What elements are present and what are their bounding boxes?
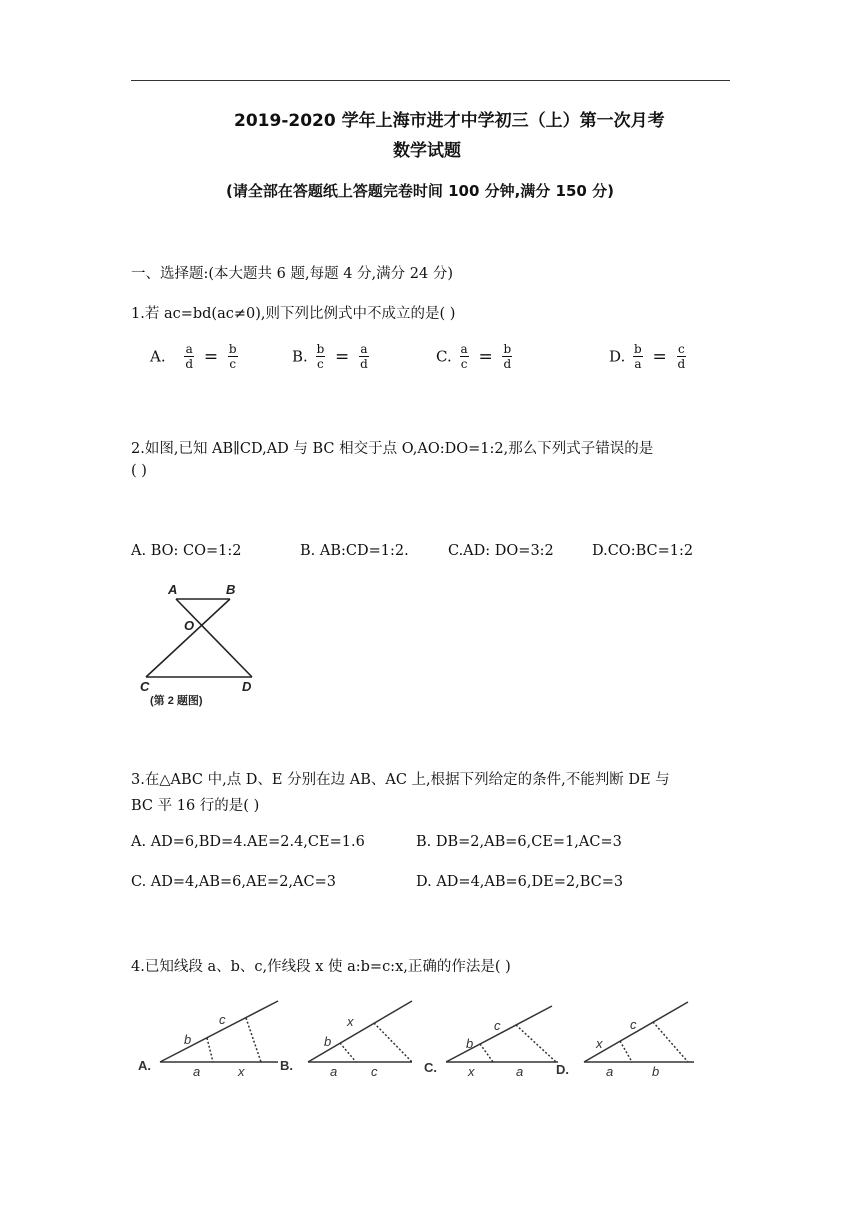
q4-figure-c[interactable] — [424, 1006, 569, 1079]
svg-text:C.: C. — [424, 1060, 437, 1075]
q2-option-a[interactable]: A. BO: CO=1:2 — [131, 543, 242, 559]
point-a-label: A — [168, 582, 178, 597]
point-o-label: O — [184, 618, 195, 633]
svg-text:a: a — [606, 1064, 614, 1079]
q3-option-c[interactable]: C. AD=4,AB=6,AE=2,AC=3 — [131, 874, 336, 890]
svg-text:c: c — [494, 1018, 501, 1033]
fraction: $\frac{b}{a}$ — [634, 342, 642, 371]
question-2-stem-cont: ( ) — [131, 463, 147, 479]
svg-text:B.: B. — [280, 1058, 293, 1073]
svg-text:x: x — [596, 1036, 603, 1051]
svg-text:x: x — [238, 1064, 245, 1079]
point-d-label: D — [242, 679, 252, 694]
q3-option-a[interactable]: A. AD=6,BD=4.AE=2.4,CE=1.6 — [131, 834, 365, 850]
svg-text:x: x — [468, 1064, 475, 1079]
fraction: $\frac{a}{c}$ — [460, 342, 468, 371]
exam-subtitle: 数学试题 — [393, 141, 461, 161]
q1-option-c[interactable]: C. $\frac{a}{c}$ = $\frac{b}{d}$ — [436, 342, 512, 371]
fraction: $\frac{a}{d}$ — [185, 342, 194, 371]
exam-instructions: (请全部在答题纸上答题完卷时间 100 分钟,满分 150 分) — [226, 182, 614, 200]
section-heading: 一、选择题:(本大题共 6 题,每题 4 分,满分 24 分) — [131, 266, 453, 282]
svg-text:a: a — [330, 1064, 338, 1079]
q2-figure — [134, 578, 264, 710]
fraction: $\frac{b}{c}$ — [228, 342, 237, 371]
q3-option-d[interactable]: D. AD=4,AB=6,DE=2,BC=3 — [416, 874, 624, 890]
q2-option-b[interactable]: B. AB:CD=1:2. — [300, 543, 409, 559]
q1-option-b[interactable]: B. $\frac{b}{c}$ = $\frac{a}{d}$ — [292, 342, 368, 371]
fraction: $\frac{b}{d}$ — [503, 342, 512, 371]
svg-text:D.: D. — [556, 1062, 569, 1077]
q2-option-c[interactable]: C.AD: DO=3:2 — [448, 543, 554, 559]
svg-text:x: x — [347, 1014, 354, 1029]
q2-option-d[interactable]: D.CO:BC=1:2 — [592, 543, 694, 559]
question-1-stem: 1.若 ac=bd(ac≠0),则下列比例式中不成立的是( ) — [131, 306, 456, 322]
svg-text:A.: A. — [138, 1058, 151, 1073]
svg-text:b: b — [324, 1034, 332, 1049]
svg-text:c: c — [219, 1012, 226, 1027]
fraction: $\frac{a}{d}$ — [360, 342, 368, 371]
fraction: $\frac{b}{c}$ — [316, 342, 325, 371]
q4-figures — [138, 996, 698, 1080]
svg-text:a: a — [516, 1064, 524, 1079]
point-c-label: C — [140, 679, 150, 694]
q4-figure-b[interactable] — [308, 1001, 412, 1079]
question-4-stem: 4.已知线段 a、b、c,作线段 x 使 a:b=c:x,正确的作法是( ) — [131, 959, 511, 975]
svg-text:b: b — [184, 1032, 192, 1047]
svg-text:c: c — [371, 1064, 378, 1079]
question-2-stem: 2.如图,已知 AB∥CD,AD 与 BC 相交于点 O,AO:DO=1:2,那么下列式子错误的是 — [131, 441, 654, 457]
q4-figure-a[interactable] — [138, 1001, 293, 1079]
q4-figure-d[interactable] — [584, 1002, 694, 1079]
question-3-stem: 3.在△ABC 中,点 D、E 分别在边 AB、AC 上,根据下列给定的条件,不能判断 DE 与 — [131, 772, 670, 788]
exam-title: 2019-2020 学年上海市进才中学初三（上）第一次月考 — [234, 111, 665, 131]
question-3-stem-cont: BC 平 16 行的是( ) — [131, 798, 260, 814]
svg-text:b: b — [652, 1064, 660, 1079]
q3-option-b[interactable]: B. DB=2,AB=6,CE=1,AC=3 — [416, 834, 622, 850]
header-rule — [131, 80, 730, 81]
point-b-label: B — [226, 582, 236, 597]
fraction: $\frac{c}{d}$ — [677, 342, 686, 371]
svg-text:a: a — [193, 1064, 201, 1079]
svg-text:b: b — [466, 1036, 474, 1051]
figure-caption: (第 2 题图) — [150, 695, 203, 707]
svg-text:c: c — [630, 1017, 637, 1032]
q1-option-a[interactable]: A. $\frac{a}{d}$ = $\frac{b}{c}$ — [150, 342, 237, 371]
q1-option-d[interactable]: D. $\frac{b}{a}$ = $\frac{c}{d}$ — [609, 342, 686, 371]
